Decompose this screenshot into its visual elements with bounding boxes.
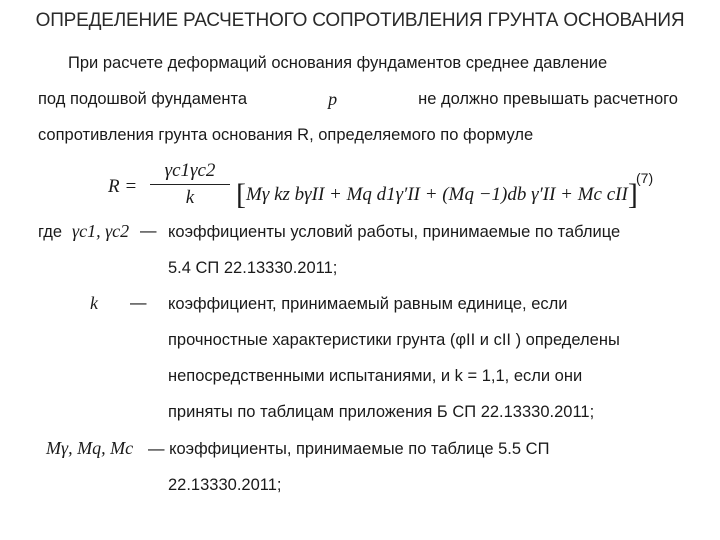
k-def-line-3: непосредственными испытаниями, и k = 1,1, если они — [168, 367, 583, 385]
intro-line-2 — [38, 89, 678, 109]
k-dash: — — [130, 294, 147, 312]
m-symbols: Mγ, Mq, Mc — [46, 438, 134, 458]
gamma-def-line-2: 5.4 СП 22.13330.2011; — [168, 259, 338, 277]
m-def-line-1: — коэффициенты, принимаемые по таблице 5.5 СП — [148, 440, 550, 458]
resistance-formula — [108, 160, 668, 212]
equation-number: (7) — [636, 170, 654, 186]
intro-line-1: При расчете деформаций основания фундаментов среднее давление — [68, 54, 608, 72]
pressure-symbol: p — [328, 89, 338, 109]
intro-text-b: не должно превышать расчетного — [418, 90, 678, 108]
k-def-line-4: приняты по таблицам приложения Б СП 22.13330.2011; — [168, 403, 595, 421]
k-def-line-1: коэффициент, принимаемый равным единице, если — [168, 295, 568, 313]
intro-text-a: под подошвой фундамента — [38, 90, 248, 108]
formula-open-bracket: [ — [236, 178, 246, 211]
intro-line-3: сопротивления грунта основания R, определяемого по формуле — [38, 126, 534, 144]
m-def-line-2: 22.13330.2011; — [168, 476, 282, 494]
formula-denominator: k — [185, 187, 195, 208]
k-def-line-2: прочностные характеристики грунта (φII и cII ) определены — [168, 331, 620, 349]
formula-fraction — [150, 160, 230, 209]
slide-title: ОПРЕДЕЛЕНИЕ РАСЧЕТНОГО СОПРОТИВЛЕНИЯ ГРУНТА ОСНОВАНИЯ — [35, 10, 685, 31]
formula-lhs: R = — [108, 176, 138, 197]
formula-body-text: Mγ kz bγII + Mq d1γ′II + (Mq −1)db γ′II + Mc cII — [246, 184, 628, 205]
gamma-def-line-1: коэффициенты условий работы, принимаемые по таблице — [168, 223, 621, 241]
k-symbol: k — [90, 293, 98, 313]
gamma-dash: — — [140, 222, 157, 240]
formula-numerator: γc1γc2 — [150, 160, 230, 185]
formula-close-bracket: ] — [627, 178, 638, 211]
def-gde: где — [38, 223, 63, 241]
gamma-symbols: γc1, γc2 — [72, 221, 130, 241]
formula-bracket-body — [236, 174, 638, 211]
